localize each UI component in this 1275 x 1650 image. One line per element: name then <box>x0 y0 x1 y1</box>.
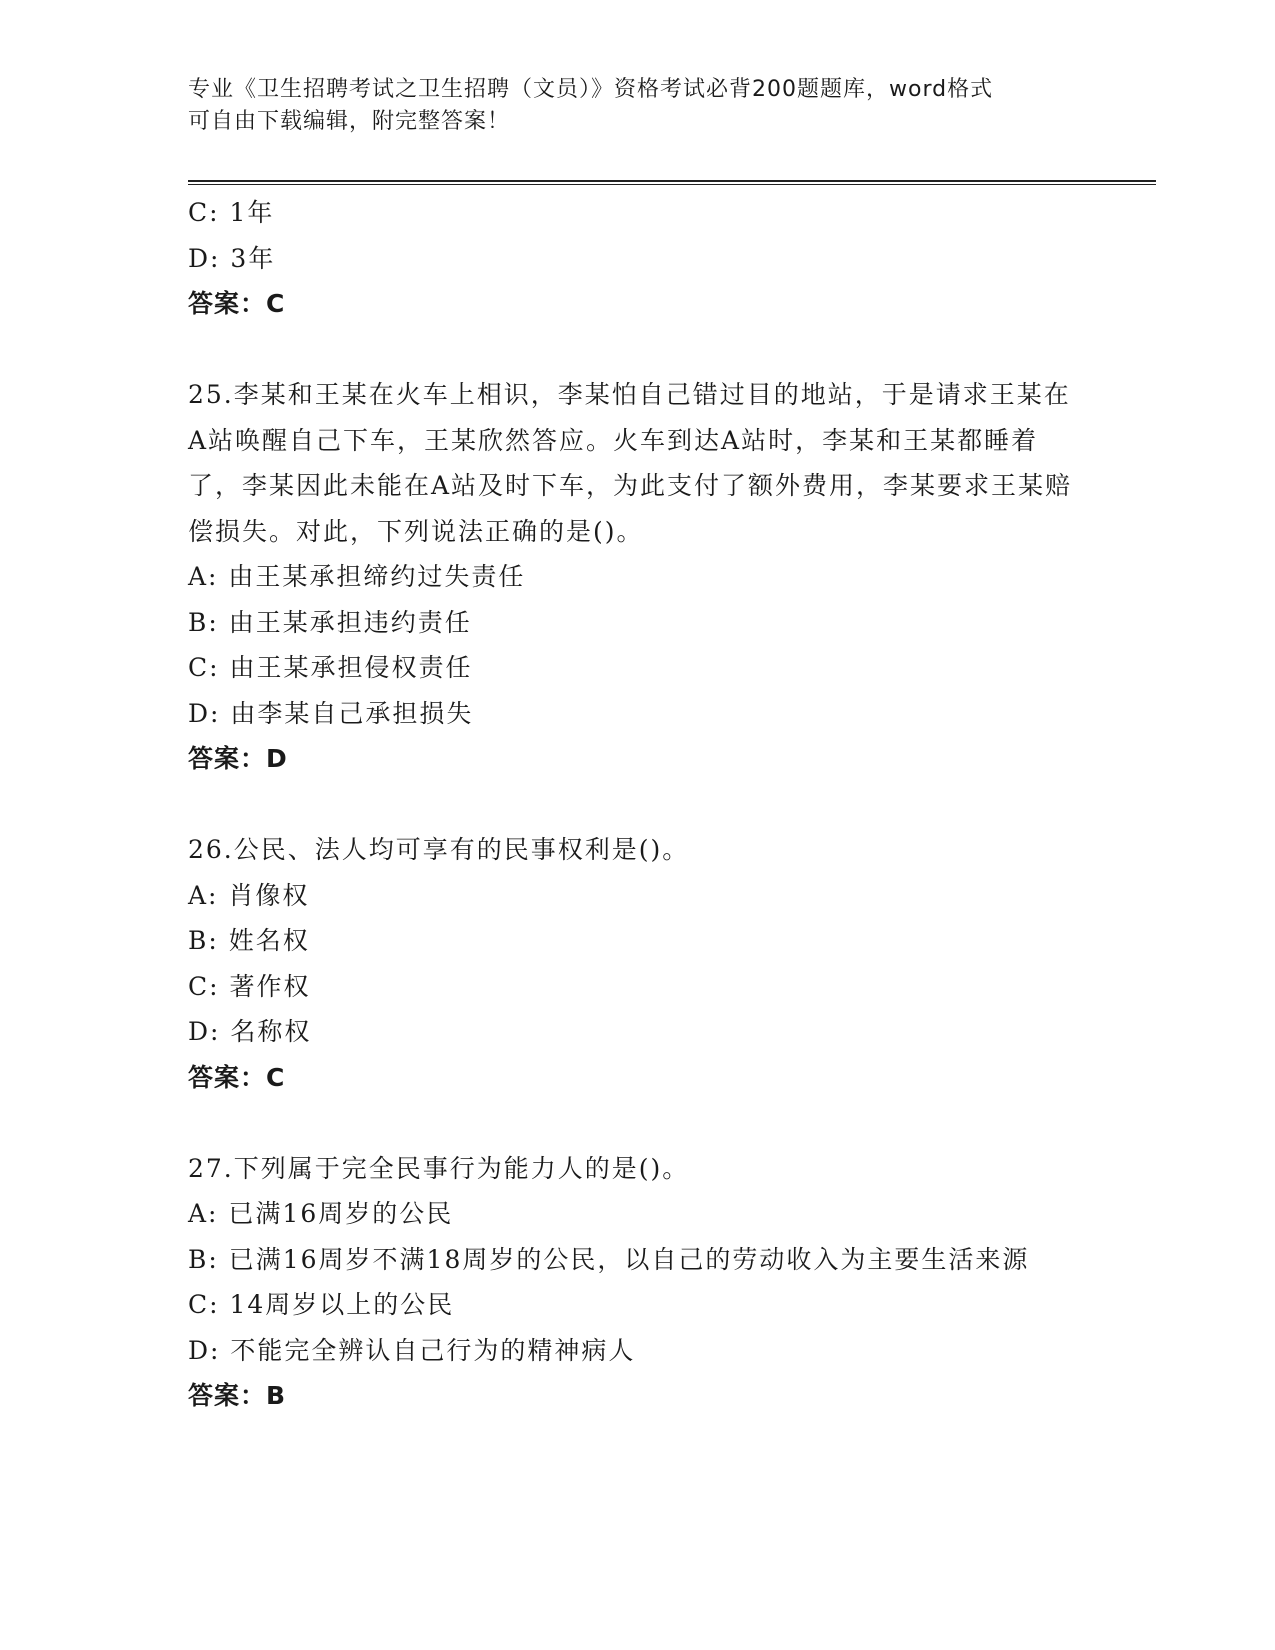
header-divider-thick <box>188 180 1156 182</box>
option-c: C: 14周岁以上的公民 <box>188 1290 455 1319</box>
option-d: D: 名称权 <box>188 1017 312 1046</box>
question-24-tail <box>188 190 1088 327</box>
option-c: C: 1年 <box>188 198 275 227</box>
option-d: D: 不能完全辨认自己行为的精神病人 <box>188 1335 636 1365</box>
question-list <box>188 190 1088 1419</box>
header-title-line-2: 可自由下载编辑，附完整答案！ <box>188 109 511 134</box>
answer-line: 答案：D <box>188 744 288 773</box>
question-stem: 25.李某和王某在火车上相识，李某怕自己错过目的地站，于是请求王某在A站唤醒自己下车，王某欣然答应。火车到达A站时，李某和王某都睡着了，李某因此未能在A站及时下车，为此支付了额外费用，李某要求王某赔偿损失。对此，下列说法正确的是()。 <box>188 380 1073 546</box>
spacer <box>188 1100 1088 1146</box>
spacer <box>188 782 1088 828</box>
question-27 <box>188 1146 1088 1419</box>
question-stem: 26.公民、法人均可享有的民事权利是()。 <box>188 835 690 864</box>
question-stem: 27.下列属于完全民事行为能力人的是()。 <box>188 1153 690 1183</box>
option-a: A: 肖像权 <box>188 880 310 910</box>
option-a: A: 已满16周岁的公民 <box>188 1199 454 1228</box>
document-header <box>188 74 1088 138</box>
header-divider-thin <box>188 184 1156 185</box>
option-c: C: 著作权 <box>188 971 311 1001</box>
option-b: B: 已满16周岁不满18周岁的公民，以自己的劳动收入为主要生活来源 <box>188 1244 1030 1274</box>
option-d: D: 由李某自己承担损失 <box>188 698 474 728</box>
question-25 <box>188 372 1088 782</box>
option-c: C: 由王某承担侵权责任 <box>188 653 473 682</box>
answer-line: 答案：C <box>188 1062 286 1092</box>
answer-line: 答案：B <box>188 1381 287 1410</box>
spacer <box>188 327 1088 373</box>
option-d: D: 3年 <box>188 243 276 273</box>
option-b: B: 姓名权 <box>188 926 310 955</box>
header-title-line-1: 专业《卫生招聘考试之卫生招聘（文员）》资格考试必背200题题库，word格式 <box>188 77 994 102</box>
option-a: A: 由王某承担缔约过失责任 <box>188 562 526 591</box>
question-26 <box>188 827 1088 1100</box>
option-b: B: 由王某承担违约责任 <box>188 607 472 637</box>
answer-line: 答案：C <box>188 289 286 318</box>
